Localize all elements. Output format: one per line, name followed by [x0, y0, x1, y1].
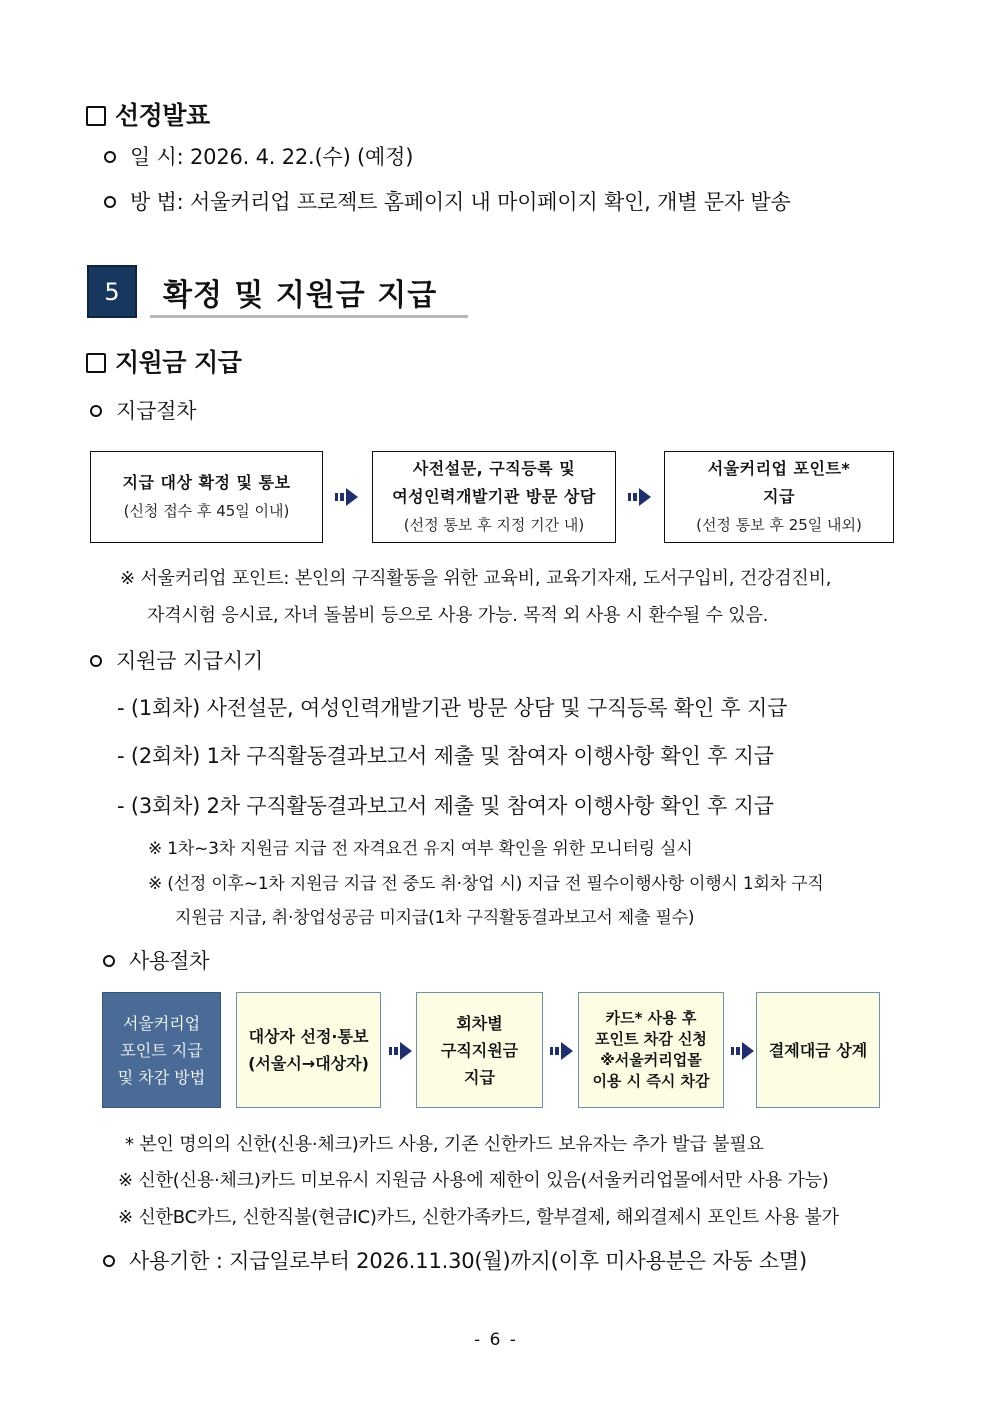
circle-bullet-icon — [103, 1255, 115, 1267]
flow-note-2: 자격시험 응시료, 자녀 돌봄비 등으로 사용 가능. 목적 외 사용 시 환수될 수 있음. — [147, 605, 769, 626]
circle-bullet-icon — [103, 955, 115, 967]
round-3: - (3회차) 2차 구직활동결과보고서 제출 및 참여자 이행사항 확인 후 지급 — [117, 794, 774, 818]
usage-label: 사용절차 — [103, 945, 209, 975]
section-title: 확정 및 지원금 지급 — [163, 278, 438, 313]
usage-step-2: 회차별 구직지원금 지급 — [416, 992, 543, 1108]
usage-note-1: * 본인 명의의 신한(신용·체크)카드 사용, 기존 신한카드 보유자는 추가 발급 불필요 — [125, 1134, 764, 1155]
selection-date: 일 시: 2026. 4. 22.(수) (예정) — [104, 141, 413, 171]
flow-step-3: 서울커리업 포인트* 지급 (선정 통보 후 25일 내외) — [664, 451, 894, 543]
section-title-underline — [150, 315, 468, 318]
payment-heading: 지원금 지급 — [86, 343, 241, 379]
round-1: - (1회차) 사전설문, 여성인력개발기관 방문 상담 및 구직등록 확인 후 지급 — [117, 696, 788, 720]
usage-method-box: 서울커리업 포인트 지급 및 차감 방법 — [102, 992, 221, 1108]
usage-note-3: ※ 신한BC카드, 신한직불(현금IC)카드, 신한가족카드, 할부결제, 해외결제시 포인트 사용 불가 — [118, 1207, 839, 1228]
selection-heading: 선정발표 — [86, 96, 210, 132]
arrow-right-icon — [389, 1040, 413, 1062]
arrow-right-icon — [628, 486, 652, 508]
circle-bullet-icon — [90, 405, 102, 417]
procedure-label: 지급절차 — [90, 395, 196, 425]
arrow-right-icon — [550, 1040, 574, 1062]
checkbox-square-icon — [86, 353, 106, 373]
flow-step-2: 사전설문, 구직등록 및 여성인력개발기관 방문 상담 (선정 통보 후 지정 기간 내) — [372, 451, 616, 543]
flow-note-1: ※ 서울커리업 포인트: 본인의 구직활동을 위한 교육비, 교육기자재, 도서구입비, 건강검진비, — [120, 568, 832, 589]
flow-step-1: 지급 대상 확정 및 통보 (신청 접수 후 45일 이내) — [90, 451, 323, 543]
selection-method: 방 법: 서울커리업 프로젝트 홈페이지 내 마이페이지 확인, 개별 문자 발송 — [104, 186, 791, 216]
timing-label: 지원금 지급시기 — [90, 645, 263, 675]
page-number: - 6 - — [474, 1330, 518, 1350]
usage-step-3: 카드* 사용 후 포인트 차감 신청 ※서울커리업몰 이용 시 즉시 차감 — [578, 992, 724, 1108]
round-2: - (2회차) 1차 구직활동결과보고서 제출 및 참여자 이행사항 확인 후 지급 — [117, 744, 774, 768]
usage-step-1: 대상자 선정·통보 (서울시→대상자) — [236, 992, 381, 1108]
section-number: 5 — [87, 265, 137, 318]
round-note-1: ※ 1차~3차 지원금 지급 전 자격요건 유지 여부 확인을 위한 모니터링 실시 — [148, 839, 693, 859]
circle-bullet-icon — [104, 196, 116, 208]
circle-bullet-icon — [104, 151, 116, 163]
round-note-2a: ※ (선정 이후~1차 지원금 지급 전 중도 취·창업 시) 지급 전 필수이행사항 이행시 1회차 구직 — [148, 874, 824, 894]
usage-step-4: 결제대금 상계 — [756, 992, 880, 1108]
circle-bullet-icon — [90, 655, 102, 667]
checkbox-square-icon — [86, 106, 106, 126]
usage-deadline: 사용기한 : 지급일로부터 2026.11.30(월)까지(이후 미사용분은 자동 소멸) — [103, 1245, 807, 1275]
arrow-right-icon — [335, 486, 359, 508]
round-note-2b: 지원금 지급, 취·창업성공금 미지급(1차 구직활동결과보고서 제출 필수) — [175, 908, 695, 928]
arrow-right-icon — [731, 1040, 755, 1062]
usage-note-2: ※ 신한(신용·체크)카드 미보유시 지원금 사용에 제한이 있음(서울커리업몰에서만 사용 가능) — [118, 1170, 829, 1191]
